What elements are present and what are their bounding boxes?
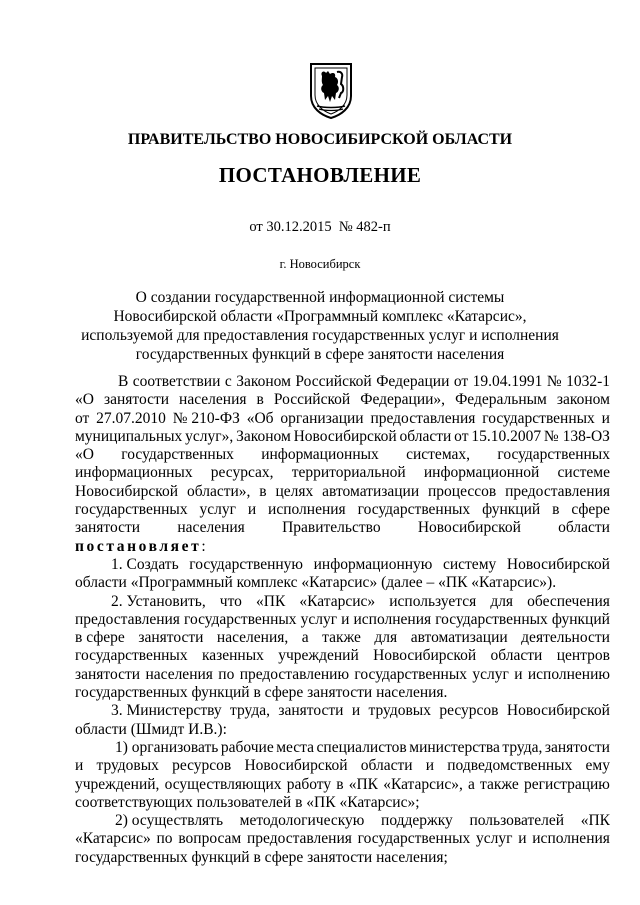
word: Федерации: [376, 373, 450, 390]
word: области: [558, 519, 610, 537]
word: функций: [482, 501, 541, 519]
document-city: г. Новосибирск: [279, 257, 361, 271]
word: государственных: [357, 501, 471, 519]
word: в сфере: [75, 629, 125, 647]
word: организации: [280, 409, 364, 427]
word: Новосибирской: [506, 702, 610, 720]
word: и: [518, 830, 527, 848]
word: «ПК: [256, 592, 286, 610]
word: обеспечения: [527, 592, 610, 610]
word: места: [276, 738, 315, 756]
word: трудовых: [368, 702, 431, 720]
word: Новосибирской: [373, 647, 477, 665]
word: исполнения: [353, 610, 432, 628]
word: что: [219, 592, 242, 610]
word: «ПК: [348, 775, 379, 793]
organization-title: ПРАВИТЕЛЬСТВО НОВОСИБИРСКОЙ ОБЛАСТИ: [127, 131, 513, 148]
word: труда,: [502, 738, 543, 756]
body-line: [75, 538, 610, 556]
subitem-1-line: [75, 776, 610, 794]
word: и: [351, 702, 361, 720]
item-2-line: [75, 647, 610, 665]
word: по: [218, 665, 235, 683]
word: области: [490, 647, 543, 665]
word: специалистов: [316, 738, 407, 756]
word: а: [301, 629, 309, 647]
word: 2. Установить,: [111, 592, 206, 610]
word: и: [514, 665, 523, 683]
item-2-line: [75, 611, 610, 629]
word: Федеральным: [455, 391, 547, 409]
item-1-line: области «Программный комплекс «Катарсис» (далее – «ПК «Катарсис»).: [75, 574, 557, 592]
word: также: [480, 775, 519, 793]
word: Новосибирской: [293, 427, 397, 445]
word: Новосибирской: [417, 519, 521, 537]
subitem-1-line: соответствующих пользователей в «ПК «Катарсис»;: [75, 793, 420, 811]
word: «ПК: [580, 812, 610, 830]
word: информационной: [423, 464, 540, 482]
word: услуг: [300, 610, 338, 628]
word: занятости: [103, 391, 170, 409]
word: 3. Министерству: [111, 702, 222, 720]
word: учреждений: [278, 647, 359, 665]
word: 1032-1: [566, 373, 610, 390]
word: населения: [179, 391, 247, 409]
word: информационную: [313, 555, 433, 573]
body-line: [75, 428, 610, 446]
word: осуществляющих: [164, 775, 282, 793]
word: Российской: [273, 391, 351, 409]
word: Законом: [236, 373, 291, 390]
word: «Катарсис»: [75, 830, 151, 848]
word: Новосибирской: [506, 555, 610, 573]
body-line: [75, 446, 610, 464]
word: предоставления: [246, 830, 352, 848]
word: государственную: [189, 555, 304, 573]
word: занятости: [544, 738, 610, 756]
word: «Об: [246, 409, 274, 427]
word: целях: [275, 482, 314, 500]
resolution-colon: :: [201, 537, 206, 555]
body-line: [75, 519, 610, 537]
body-line: [75, 410, 610, 428]
word: государственных: [435, 610, 548, 628]
word: исполнению: [527, 665, 610, 683]
word: систему: [442, 555, 497, 573]
word: «Катарсис»: [299, 592, 376, 610]
word: Правительство: [282, 519, 381, 537]
word: соответствии: [132, 373, 221, 390]
word: и: [341, 610, 350, 628]
word: поддержку: [381, 812, 453, 830]
word: государственных: [497, 446, 610, 464]
word: функций: [551, 610, 610, 628]
word: государственных: [121, 446, 234, 464]
word: «О: [75, 391, 94, 409]
word: ресурсов: [439, 702, 499, 720]
item-2-line: государственных функций в сфере занятости населения.: [75, 684, 448, 702]
word: автоматизации: [322, 482, 420, 500]
word: исполнения: [268, 501, 346, 519]
word: 19.04.1991: [472, 373, 543, 390]
document-type: ПОСТАНОВЛЕНИЕ: [218, 163, 422, 187]
word: ресурсов: [172, 757, 232, 775]
word: вопросам: [178, 830, 242, 848]
subject-line: О создании государственной информационной системы: [135, 289, 505, 306]
word: также: [322, 629, 361, 647]
word: учреждений,: [75, 775, 160, 793]
word: системах,: [406, 446, 471, 464]
word: для: [374, 629, 398, 647]
word: работу: [286, 775, 332, 793]
word: №: [546, 373, 562, 390]
body-line: [75, 373, 610, 391]
document-subject: [60, 288, 580, 364]
item-2-line: [75, 629, 610, 647]
word: предоставления: [370, 409, 476, 427]
word: в: [256, 391, 264, 409]
word: от: [454, 427, 469, 445]
word: услуг: [199, 501, 236, 519]
word: государственных: [75, 501, 188, 519]
subject-line: государственных функций в сфере занятости населения: [135, 346, 505, 363]
word: в: [336, 775, 344, 793]
word: 1) организовать: [115, 738, 219, 756]
subitem-2-line: [75, 812, 610, 830]
word: законом: [556, 391, 610, 409]
word: «О: [75, 446, 94, 464]
word: деятельности: [521, 629, 610, 647]
word: ресурсах,: [210, 464, 274, 482]
subitem-1-line: [75, 739, 610, 757]
item-3-line: области (Шмидт И.В.):: [75, 720, 227, 738]
word: Российской: [295, 373, 372, 390]
subitem-2-line: государственных функций в сфере занятости населения;: [75, 848, 448, 866]
word: методологическую: [239, 812, 365, 830]
body-line: [75, 464, 610, 482]
word: государственных: [482, 409, 595, 427]
word: автоматизации: [410, 629, 508, 647]
resolution-word: постановляет: [75, 537, 202, 555]
word: информационных: [75, 464, 193, 482]
word: населения,: [216, 629, 289, 647]
word: информационных: [261, 446, 379, 464]
word: рабочие: [220, 738, 274, 756]
word: предоставлению: [239, 665, 350, 683]
word: в: [259, 482, 267, 500]
coat-of-arms-icon: [308, 62, 354, 120]
word: государственных: [183, 610, 297, 628]
subitem-1-line: [75, 757, 610, 775]
word: области: [360, 757, 413, 775]
item-3-line: [75, 702, 610, 720]
word: труда,: [230, 702, 270, 720]
word: предоставления: [75, 610, 180, 628]
item-1-line: [75, 556, 610, 574]
word: а: [467, 775, 475, 793]
word: 15.10.2007: [471, 427, 542, 445]
word: территориальной: [291, 464, 406, 482]
word: и: [425, 757, 435, 775]
word: от: [453, 373, 469, 390]
word: и: [247, 501, 257, 519]
word: 27.07.2010: [96, 409, 166, 427]
word: подведомственных: [447, 757, 573, 775]
word: для: [490, 592, 514, 610]
item-2-line: [75, 593, 610, 611]
word: процессов: [428, 482, 497, 500]
body-line: [75, 483, 610, 501]
word: регистрацию: [523, 775, 610, 793]
word: занятости: [75, 665, 141, 683]
word: Законом: [236, 427, 291, 445]
word: государственных: [354, 665, 468, 683]
word: министерства: [409, 738, 500, 756]
word: услуг: [472, 665, 509, 683]
word: от: [75, 409, 90, 427]
item-2-line: [75, 666, 610, 684]
word: 1. Создать: [111, 555, 179, 573]
word: предоставления: [505, 482, 610, 500]
word: казенных: [201, 647, 264, 665]
word: области»,: [186, 482, 251, 500]
subitem-2-line: [75, 830, 610, 848]
word: занятости: [278, 702, 344, 720]
word: занятости: [75, 519, 141, 537]
word: муниципальных: [75, 427, 183, 445]
word: трудовых: [96, 757, 159, 775]
word: занятости: [138, 629, 204, 647]
word: № 138-ОЗ: [543, 427, 610, 445]
document-date-number: от 30.12.2015 № 482-п: [249, 219, 391, 235]
word: пользователей: [469, 812, 565, 830]
word: Федерации»,: [360, 391, 446, 409]
word: используется: [389, 592, 477, 610]
word: 2) осуществлять: [115, 812, 224, 830]
subject-line: Новосибирской области «Программный комплекс «Катарсис»,: [113, 308, 527, 325]
word: В: [118, 373, 129, 390]
subject-line: используемой для предоставления государственных услуг и исполнения: [81, 327, 559, 344]
word: государственных: [75, 647, 188, 665]
word: № 210-ФЗ: [172, 409, 240, 427]
body-line: [75, 501, 610, 519]
word: Новосибирской: [244, 757, 348, 775]
body-line: [75, 391, 610, 409]
word: центров: [556, 647, 610, 665]
word: «Катарсис»,: [383, 775, 463, 793]
word: услуг: [475, 830, 513, 848]
word: ему: [585, 757, 610, 775]
word: сфере: [571, 501, 610, 519]
word: государственных: [357, 830, 471, 848]
word: и: [75, 757, 84, 775]
word: области: [399, 427, 452, 445]
word: Новосибирской: [75, 482, 179, 500]
word: услуг»,: [185, 427, 234, 445]
word: и: [601, 409, 610, 427]
word: населения: [145, 665, 213, 683]
word: населения: [177, 519, 245, 537]
word: по: [156, 830, 173, 848]
word: с: [224, 373, 232, 390]
word: в: [552, 501, 560, 519]
word: системе: [557, 464, 610, 482]
document-body: [75, 373, 610, 867]
word: исполнения: [532, 830, 610, 848]
